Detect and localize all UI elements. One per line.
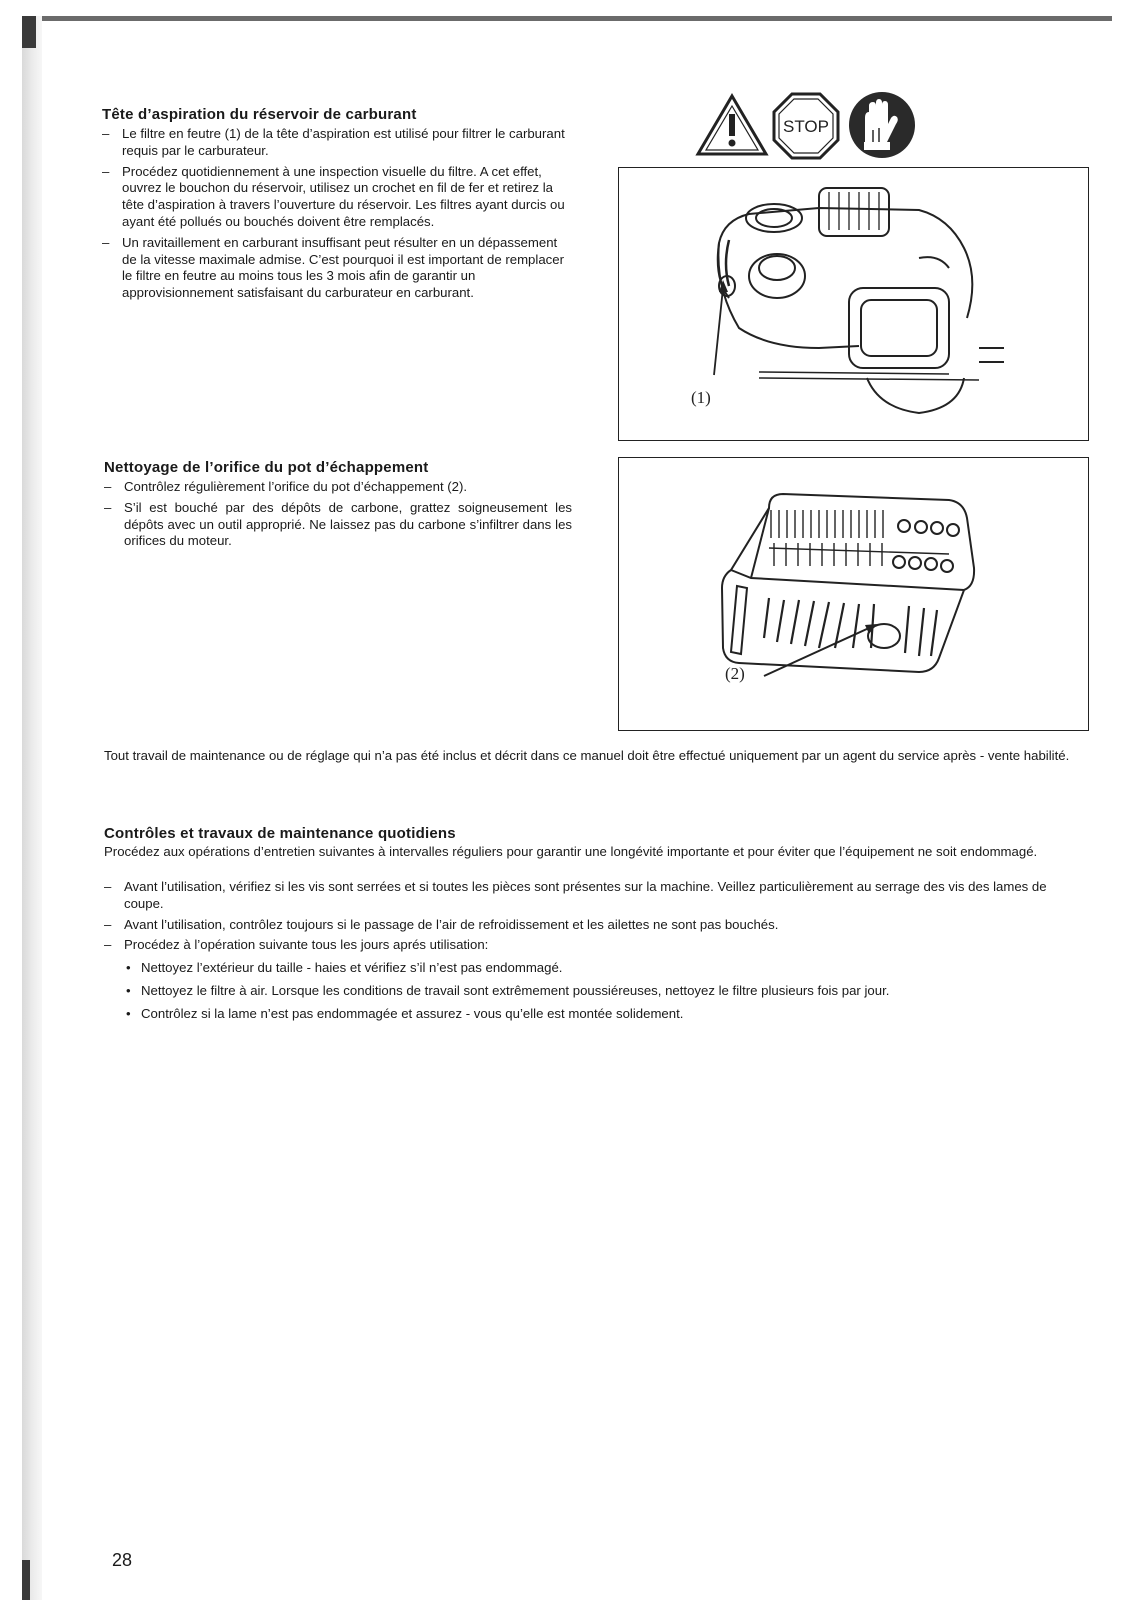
maintenance-note: Tout travail de maintenance ou de réglage qui n’a pas été inclus et décrit dans ce manuel doit être effectué uniquement par un agent du service après - vente habilité. bbox=[104, 748, 1070, 763]
fuel-head-list bbox=[102, 126, 572, 306]
daily-maintenance-heading: Contrôles et travaux de maintenance quotidiens bbox=[104, 825, 456, 842]
page-number: 28 bbox=[112, 1550, 133, 1570]
list-item: – Contrôlez régulièrement l’orifice du pot d’échappement (2). bbox=[104, 479, 468, 494]
top-rule bbox=[22, 16, 1112, 21]
daily-list bbox=[104, 879, 1084, 1029]
fuel-head-heading: Tête d’aspiration du réservoir de carburant bbox=[102, 106, 417, 123]
list-item: – Procédez à l’opération suivante tous les jours aprés utilisation: • Nettoyez l’extérieur du taille - haies et vérifiez s’il n’est pas endommagé. • Nettoyez le filtre à air. Lorsque les conditions de travail sont extrêmement poussiéreuses, nettoyez le filtre plusieurs fois par jour. • Contrôlez si la lame n’est pas endommagée et assurez - vous qu’elle est montée solidement. bbox=[104, 937, 1084, 1022]
sublist-item: • Contrôlez si la lame n’est pas endommagée et assurez - vous qu’elle est montée solidement. bbox=[126, 1005, 684, 1021]
fuel-tank-drawing bbox=[619, 168, 1088, 440]
list-item: – Avant l’utilisation, contrôlez toujours si le passage de l’air de refroidissement et les ailettes ne sont pas bouchés. bbox=[104, 916, 779, 932]
daily-intro: Procédez aux opérations d’entretien suivantes à intervalles réguliers pour garantir une longévité importante et pour éviter que l’équipement ne soit endommagé. bbox=[104, 844, 1038, 859]
muffler-figure bbox=[618, 457, 1089, 731]
stop-sign-icon bbox=[772, 92, 840, 160]
figure-label-2: (2) bbox=[725, 664, 745, 683]
list-item: – Procédez quotidiennement à une inspection visuelle du filtre. A cet effet, ouvrez le bouchon du réservoir, utilisez un crochet en fil de fer et retirez la tête d’aspiration à travers l’ouverture du réservoir. Les filtres ayant durcis ou ayant été pollués ou bouchés doivent être remplacés. bbox=[102, 163, 565, 229]
list-item: – Un ravitaillement en carburant insuffisant peut résulter en un dépassement de la vitesse maximale admise. C’est pourquoi il est important de remplacer le filtre en feutre au moins tous les 3 mois afin de garantir un approvisionnement satisfaisant du carburateur en carburant. bbox=[102, 234, 564, 301]
page-edge-bar bbox=[22, 16, 42, 1600]
sublist-item: • Nettoyez l’extérieur du taille - haies et vérifiez s’il n’est pas endommagé. bbox=[126, 960, 563, 976]
figure-label-1: (1) bbox=[691, 388, 711, 407]
stop-sign-text: STOP bbox=[783, 117, 829, 136]
exhaust-list bbox=[104, 479, 572, 554]
warning-icons bbox=[692, 92, 942, 162]
fuel-tank-figure bbox=[618, 167, 1089, 441]
list-item: – Le filtre en feutre (1) de la tête d’aspiration est utilisé pour filtrer le carburant requis par le carburateur. bbox=[102, 126, 565, 158]
gloves-icon bbox=[847, 90, 917, 160]
sublist-item: • Nettoyez le filtre à air. Lorsque les conditions de travail sont extrêmement poussiéreuses, nettoyez le filtre plusieurs fois par jour. bbox=[126, 982, 890, 998]
list-item: – S’il est bouché par des dépôts de carbone, grattez soigneusement les dépôts avec un outil approprié. Ne laissez pas du carbone s’infiltrer dans les orifices du moteur. bbox=[104, 499, 572, 549]
daily-sublist bbox=[124, 960, 1084, 1022]
muffler-drawing bbox=[619, 458, 1088, 730]
list-item: – Avant l’utilisation, vérifiez si les vis sont serrées et si toutes les pièces sont présentes sur la machine. Veillez particulièrement au serrage des vis des lames de coupe. bbox=[104, 879, 1047, 911]
exhaust-heading: Nettoyage de l’orifice du pot d’échappement bbox=[104, 459, 429, 476]
